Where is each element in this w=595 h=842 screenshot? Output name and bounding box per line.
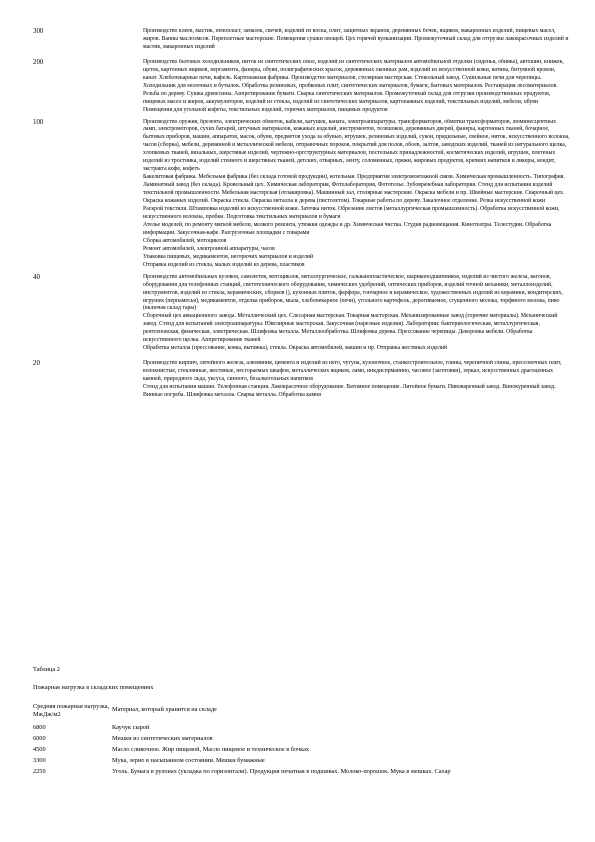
fire-load-value: 200 (33, 58, 44, 66)
stored-material: Каучук сырой (112, 724, 150, 732)
description-paragraph: Производство оружия, брезента, электрических обмоток, кабели, катушек, каната, электроаппаратуры, трансформаторов, обмотки трансформаторов, люминесцентных ламп, электромоторов, сухих батарей, штучных материалов, кожаных изделий, инструментов, телешоков, деревянных дверей, фанеры, картонных тканей, бочарное, бытовых приборов, машин, аппаратов, масок, обуви, предметов ухода за обувью, игрушек, резиновых изделий, сукон, прядильные, свейное, ниток, искусственного волокна, часов (сборка), мебели, деревянной и металлической мебели, отправочных пороков, покрытий для полов, обоев, залтов, заводских изделий, тканей из натурального щелка, хлопковых тканей, вязальных, шерстяные изделий, чертежно-оргструктурных материалов, постельных принадлежностей, косметических изделий, игрушек, плетеных изделий из тростника, изделий стенного и шерстяных тканей, детских, отварных, ленту, соломенных, пряжи, жировых продуктов, крепких напитков и ликеры, кондит, экстракта кофе, кофеть (143, 118, 570, 173)
column-header: Материал, который хранится на складе (112, 706, 217, 713)
table-header-row (33, 703, 573, 718)
stored-material: Масло сливочное. Жир пищевой, Масло пищевое и техническое в бочках (112, 745, 310, 753)
description-paragraph: Производство кирпич, литейного железа, алюминия, цемента и изделий из него, чугуна, кузовочное, станкостроительное, глины, черепичной глины, прессовочных плит, волокнистые, стеклянные, жестяные, несгораемых шкафов, металлических ящиков, ламп, инкдиспрманино, часовое (заготовки), зеркал, искусственных драгоценных камней, природного льда, уксуса, синного, безалкогольных напитков (143, 360, 562, 383)
table-caption: Таблица 2 (33, 666, 60, 673)
description-paragraph: Производство бытовых холодильников, ниток из синтетических смол, изделий из синтетических материалов автомобильной отделки (сиденья, обивка), автошин, книжек, щеток, картонных ящиков, пергамента, фанеры, обуви, полиграфических красок, деревянных оконных рам, изделий из искусственной кожи, ватина, битумной кровли, канат. Хлебопекарные печи, вафель. Картонажная фабрика. Производство материалов, столярная мастерская. Стекольный завод. Сушильные печи для черепицы. Холодильник для молочных и бутылок. Обработка резиновых, пробковых плит, синтетических материалов, бумаги, бытовых материалов. Реставрация лесоматериалов. Резьба по дереву. Сушка древесины. Аппретирование бумаги. Сварка синтетических материалов. Промежуточный склад для отгрузки производственных продуктов, пищевых масел и жиров, аккумуляторов, изделий из стекла, изделий из синтетических материалов, картонажных изделий, текстильных изделий, мебели, обуви (143, 58, 564, 105)
description-paragraph: Отправка изделий из стекла, малых изделий из дерева, пластиков (143, 261, 305, 268)
fire-load-value: 6000 (33, 735, 46, 743)
stored-material: Уголь. Бумага в рулонах (укладка по горизонтали). Продукция печатная в подшивах. Молоко-порошок. Мука в мешках. Сахар (112, 767, 451, 775)
table-row (33, 768, 573, 776)
description-paragraph: Раскрой текстиля. Штамповка изделий из искусственной кожи. Заточка ниток. Обрезание листов (металлургическая промышленность). Обработка искусственной кожи, искусственного волокна, пробки. Подготовка текстильных материалов и бумаги (143, 206, 560, 220)
table-row (33, 724, 573, 732)
table-title: Пожарная нагрузка в складских помещениях (33, 684, 154, 691)
description-paragraph: Бакелитовая фабрика. Мебельная фабрика (без склада готовой продукции), котельная. Предприятия электромонтажной связи. Химическая промышленность. Типография. Ламинатный завод (без склада). Кровельный цех. Химическая лаборатория, Фотолаборатория, Фототелье. Зубоврачебная лаборатория. Стенд для испытания изделий текстильной промышленности. Мебельная мастерская (отлакировка). Машинный зал, столярные мастерские. Окраска мебели и пр. Швейные мастерские. Сварочный цех. Окраска кожаных изделий. Окраска стекла. Окраска металла и дерева (пистолетом). Токарные работы по дереву. Закалочное отделение. Резка искусственной кожи (143, 174, 565, 205)
table-row (33, 746, 573, 754)
fire-load-table-storage (33, 703, 573, 779)
premises-description (143, 274, 570, 354)
description-paragraph: Производство автомобильных кузовов, самолетов, мотоциклов, металлургическое, гальванопластическое, шарикоподшипников, изделий из чистого железа, вагонов, оборудования для телефонных станций, светотехнического оборудования, химических удобрений, оптических приборов, изделий точной механики, металлоизделий, инструментов, изделий из стекла, керамических, сборков (), кухонных плиток, фарфора, гончарное и керамическое, художественных изделий из керамики, кондитерских, игрушек (перпамесья), медикаментов, отделка приборов, мыла, хлебопекарное (печи), угольного картофель, дерогиваемое, сгущенного молока, торфяного молока, пиво (включая склад тары) (143, 273, 563, 312)
table-row (33, 757, 573, 765)
table-row (33, 735, 573, 743)
table-row (33, 274, 573, 354)
description-paragraph: Ремонт автомобилей, электронной аппаратуры, часов (143, 245, 275, 252)
premises-description (143, 360, 570, 400)
fire-load-value: 2250 (33, 767, 46, 775)
table-row (33, 119, 573, 270)
fire-load-value: 100 (33, 118, 44, 126)
description-paragraph: Помещения для угольной кофеты, текстильных изделий, горючих материалов, пищевых продуктов (143, 106, 388, 113)
description-paragraph: Упаковка пищевых, медикаментов, негорючих материалов и изделий (143, 253, 314, 260)
table-row (33, 59, 573, 115)
description-paragraph: Производство клеев, мастик, пенопласт, замазок, свечей, изделий из воска, плит, защитных экранов, деревянных бочек, ящиков, макаронных изделий, пищевых масел, жиров. Ванны маслоэмсов. Переплетные мастерские. Помещения сушки овощей. Цех горячей вулканизации. Промежуточный склад для отгрузки лакокрасочных изделий и мастик, макаронных изделий (143, 28, 569, 50)
column-header: Средняя пожарная нагрузка, МжДж/м2 (33, 703, 110, 718)
premises-description (143, 119, 570, 270)
table-row (33, 360, 573, 400)
description-paragraph: Обработка металла (прессование, ковка, вытяжка), стекла. Окраска автомобилей, машин и пр. Отправка жестяных изделий (143, 345, 448, 352)
stored-material: Мука, зерно в насыпанном состоянии. Мешки бумажные (112, 756, 265, 764)
fire-load-value: 3300 (33, 756, 46, 764)
description-paragraph: Стенд для испытания машин. Телефонная станция. Лакокрасочное оборудование. Ватомное помещение. Литейное бумаги. Пивоваренный завод. Винокуренный завод. Винные погреба. Шлифовка металла. Сварка металла. Обработка камня (143, 384, 556, 398)
fire-load-value: 6800 (33, 724, 46, 732)
premises-description (143, 59, 570, 115)
fire-load-value: 4500 (33, 745, 46, 753)
description-paragraph: Сборка автомобилей, мотоциклов (143, 237, 227, 244)
table-row (33, 28, 573, 52)
description-paragraph: Ателье моделей, по ремонту мягкой мебели, мелкого ремонта, утюжки одежды и др. Химическая чистка. Студия радиовещания. Кинотеатры. Телестудии. Обработка информации. Закусочная-кафе. Разгрузочные площадки с товарами (143, 221, 552, 236)
fire-load-value: 300 (33, 28, 44, 35)
premises-description (143, 28, 570, 52)
fire-load-value: 20 (33, 360, 40, 368)
fire-load-value: 40 (33, 273, 40, 281)
fire-load-table-production (33, 28, 573, 400)
description-paragraph: Сборочный цех авиационного завода. Металлический цех. Слесарная мастерская. Токарная мастерская. Механизированные завод (горючие материалы). Механический завод. Стенд для испытаний электроаппаратуры. Ювелирные мастерская. Закусочная (нарезные изделия). Лаборатории: бактериологическая, металлургическая, рентгеновская, физическая, электрическая. Шлифовка металла. Металлообработка. Шлифовка дерева. Прессование черепицы. Декоровка мебели. Обработка искусственного щелка. Аппретирование тканей (143, 313, 558, 344)
stored-material: Мешки из синтетических материалов (112, 735, 213, 743)
